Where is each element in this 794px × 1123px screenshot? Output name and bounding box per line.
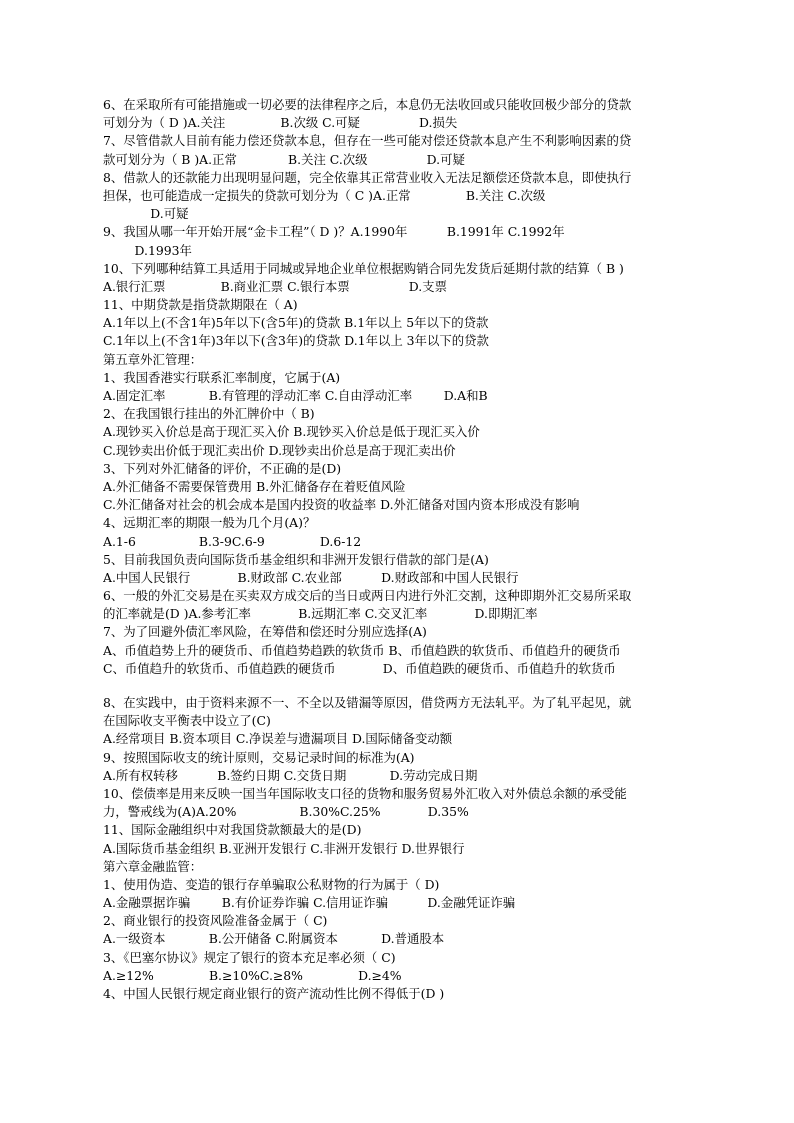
text-line: 11、中期贷款是指贷款期限在（ A) — [103, 297, 298, 313]
text-line: 可划分为（ D )A.关注 B.次级 C.可疑 D.损失 — [103, 115, 458, 131]
text-line: C.现钞卖出价低于现汇卖出价 D.现钞卖出价总是高于现汇卖出价 — [103, 442, 456, 458]
text-line: 第五章外汇管理： — [103, 351, 203, 367]
text-line: 2、商业银行的投资风险准备金属于（ C) — [103, 913, 328, 929]
text-line: 3、下列对外汇储备的评价，不正确的是(D) — [103, 460, 342, 476]
text-line: D.可疑 — [103, 206, 189, 222]
text-line: 10、偿债率是用来反映一国当年国际收支口径的货物和服务贸易外汇收入对外债总余额的承受能 — [103, 785, 627, 801]
blank-line — [103, 678, 697, 694]
text-line: 11、国际金融组织中对我国贷款额最大的是(D) — [103, 822, 362, 838]
text-line: 1、使用伪造、变造的银行存单骗取公私财物的行为属于（ D) — [103, 876, 440, 892]
text-line: A.固定汇率 B.有管理的浮动汇率 C.自由浮动汇率 D.A和B — [103, 388, 488, 403]
text-line: A.经常项目 B.资本项目 C.净误差与遗漏项目 D.国际储备变动额 — [103, 731, 453, 747]
text-line: 4、远期汇率的期限一般为几个月(A)？ — [103, 515, 316, 531]
text-line: A.所有权转移 B.签约日期 C.交货日期 D.劳动完成日期 — [103, 767, 478, 783]
text-line: 7、为了回避外债汇率风险，在筹借和偿还时分别应选择(A) — [103, 624, 427, 640]
text-line: 6、在采取所有可能措施或一切必要的法律程序之后，本息仍无法收回或只能收回极少部分的贷款 — [103, 97, 632, 112]
text-line: 7、尽管借款人目前有能力偿还贷款本息，但存在一些可能对偿还贷款本息产生不利影响因素的贷 — [103, 133, 632, 149]
text-line: 8、借款人的还款能力出现明显问题，完全依靠其正常营业收入无法足额偿还贷款本息，即使执行 — [103, 169, 632, 185]
text-line: 9、我国从哪一年开始开展“金卡工程”（ D )？A.1990年 B.1991年 C.1992年 — [103, 224, 565, 240]
text-line: A、币值趋势上升的硬货币、币值趋势趋跌的软货币 B、币值趋跌的软货币、币值趋升的硬货币 — [103, 642, 621, 658]
text-line: 6、一般的外汇交易是在买卖双方成交后的当日或两日内进行外汇交割，这种即期外汇交易所采取 — [103, 588, 632, 604]
text-line: C.外汇储备对社会的机会成本是国内投资的收益率 D.外汇储备对国内资本形成没有影响 — [103, 497, 580, 513]
text-line: A.一级资本 B.公开储备 C.附属资本 D.普通股本 — [103, 931, 445, 947]
text-line: 9、按照国际收支的统计原则，交易记录时间的标准为(A) — [103, 749, 415, 765]
text-line: 5、目前我国负责向国际货币基金组织和非洲开发银行借款的部门是(A) — [103, 551, 489, 567]
text-line: A.1年以上(不含1年)5年以下(含5年)的贷款 B.1年以上 5年以下的贷款 — [103, 315, 489, 331]
text-line: 2、在我国银行挂出的外汇牌价中（ B) — [103, 406, 315, 422]
text-line: A.国际货币基金组织 B.亚洲开发银行 C.非洲开发银行 D.世界银行 — [103, 840, 465, 856]
text-line: A.银行汇票 B.商业汇票 C.银行本票 D.支票 — [103, 278, 447, 294]
text-line: C.1年以上(不含1年)3年以下(含3年)的贷款 D.1年以上 3年以下的贷款 — [103, 333, 489, 349]
text-line: 3、《巴塞尔协议》规定了银行的资本充足率必须（ C) — [103, 949, 396, 965]
text-line: 的汇率就是(D )A.参考汇率 B.远期汇率 C.交叉汇率 D.即期汇率 — [103, 606, 538, 622]
text-line: 8、在实践中，由于资料来源不一、不全以及错漏等原因，借贷两方无法轧平。为了轧平起见，就 — [103, 695, 632, 710]
document-body — [103, 96, 697, 1003]
text-line: 4、中国人民银行规定商业银行的资产流动性比例不得低于(D ) — [103, 986, 445, 1001]
text-line: 1、我国香港实行联系汇率制度，它属于(A) — [103, 369, 341, 385]
text-line: 10、下列哪种结算工具适用于同城或异地企业单位根据购销合同先发货后延期付款的结算（ B ) — [103, 260, 624, 276]
text-line: A.中国人民银行 B.财政部 C.农业部 D.财政部和中国人民银行 — [103, 569, 519, 585]
text-line: 力，警戒线为(A)A.20% B.30%C.25% D.35% — [103, 804, 469, 820]
text-line: A.外汇储备不需要保管费用 B.外汇储备存在着贬值风险 — [103, 478, 406, 494]
text-line: C、币值趋升的软货币、币值趋跌的硬货币 D、币值趋跌的硬货币、币值趋升的软货币 — [103, 660, 616, 676]
text-line: 担保，也可能造成一定损失的贷款可划分为（ C )A.正常 B.关注 C.次级 — [103, 187, 546, 203]
text-line: A.≥12% B.≥10%C.≥8% D.≥4% — [103, 967, 402, 983]
text-line: 在国际收支平衡表中设立了(C) — [103, 713, 271, 729]
text-line: A.现钞买入价总是高于现汇买入价 B.现钞买入价总是低于现汇买入价 — [103, 424, 480, 440]
text-line: 款可划分为（ B )A.正常 B.关注 C.次级 D.可疑 — [103, 151, 465, 167]
text-line: 第六章金融监管： — [103, 858, 203, 874]
text-line: D.1993年 — [103, 242, 192, 258]
text-line: A.1-6 B.3-9C.6-9 D.6-12 — [103, 533, 362, 549]
text-line: A.金融票据诈骗 B.有价证券诈骗 C.信用证诈骗 D.金融凭证诈骗 — [103, 895, 516, 911]
